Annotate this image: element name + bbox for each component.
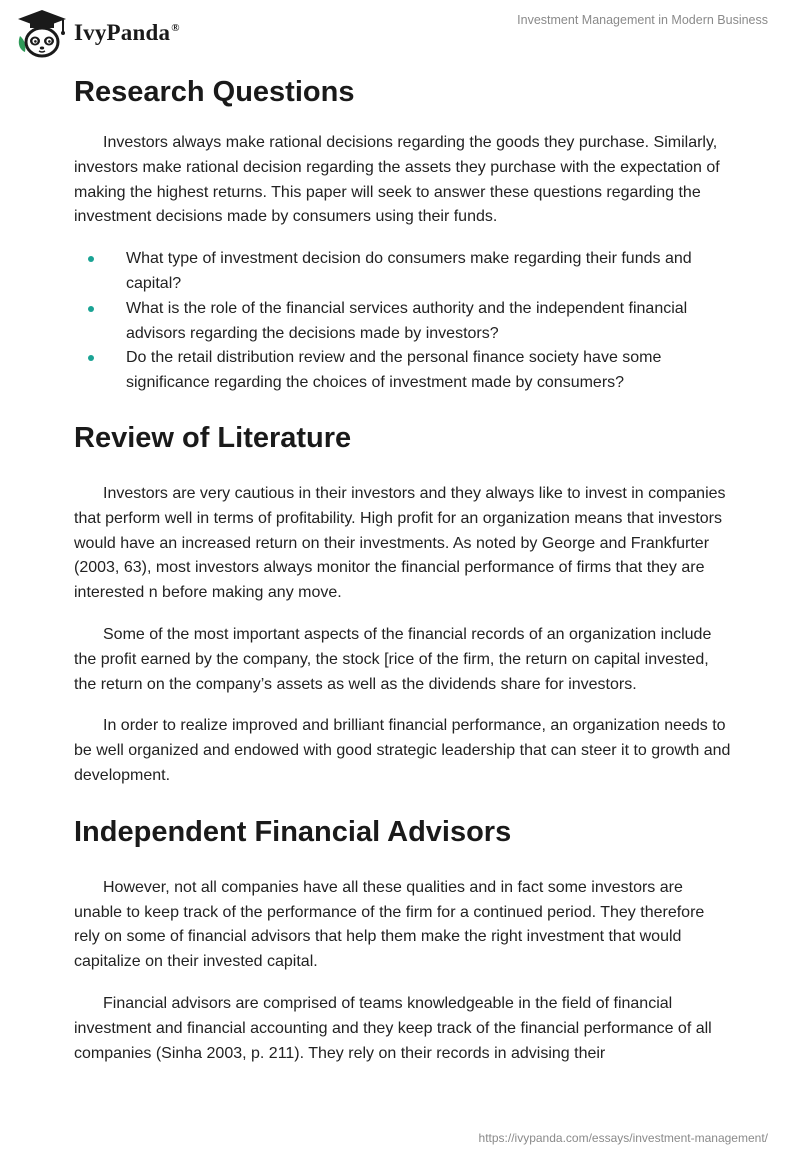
list-item: Do the retail distribution review and the personal finance society have some significance regarding the choices of investment made by consumers? [74,346,734,396]
document-title: Investment Management in Modern Business [517,13,768,27]
research-questions-list [74,247,734,396]
paragraph: In order to realize improved and brilliant financial performance, an organization needs to be well organized and endowed with good strategic leadership that can steer it to growth and development. [74,717,731,784]
bullet-icon [88,256,94,262]
paragraph: Investors always make rational decisions regarding the goods they purchase. Similarly, investors make rational decision regarding the assets they purchase with the expectation of making the highest returns. This paper will seek to answer these questions regarding the investment decisions made by consumers using their funds. [74,134,720,226]
source-url[interactable]: https://ivypanda.com/essays/investment-management/ [478,1131,768,1145]
heading-independent-financial-advisors: Independent Financial Advisors [74,815,512,848]
list-item: What type of investment decision do consumers make regarding their funds and capital? [74,247,734,297]
paragraph: However, not all companies have all these qualities and in fact some investors are unable to keep track of the performance of the firm for a continued period. They therefore rely on some of financial advisors that help them make the right investment that would capitalize on their invested capital. [74,878,705,971]
ivypanda-logo[interactable] [14,8,180,58]
paragraph: Financial advisors are comprised of teams knowledgeable in the field of financial investment and financial accounting and they keep track of the financial performance of all companies (Sinha 2003, p. 211). They rely on their records in advising their [74,994,712,1062]
essay-content [74,70,734,1066]
panda-graduate-icon [14,8,70,58]
page-header [0,0,800,64]
heading-research-questions: Research Questions [74,76,355,108]
list-item: What is the role of the financial services authority and the independent financial advisors regarding the decisions made by investors? [74,297,734,347]
bullet-icon [88,355,94,361]
paragraph: Some of the most important aspects of the financial records of an organization include the profit earned by the company, the stock [rice of the firm, the return on capital invested, the return on the company’s assets as well as the dividends share for investors. [74,625,712,693]
paragraph: Investors are very cautious in their investors and they always like to invest in companies that perform well in terms of profitability. High profit for an organization means that investors would have an increased return on their investments. As noted by George and Frankfurter (2003, 63), most investors always monitor the financial performance of firms that they are interested n before making any move. [74,484,726,602]
heading-review-of-literature: Review of Literature [74,421,352,454]
bullet-icon [88,306,94,312]
brand-name: IvyPanda® [74,20,180,45]
